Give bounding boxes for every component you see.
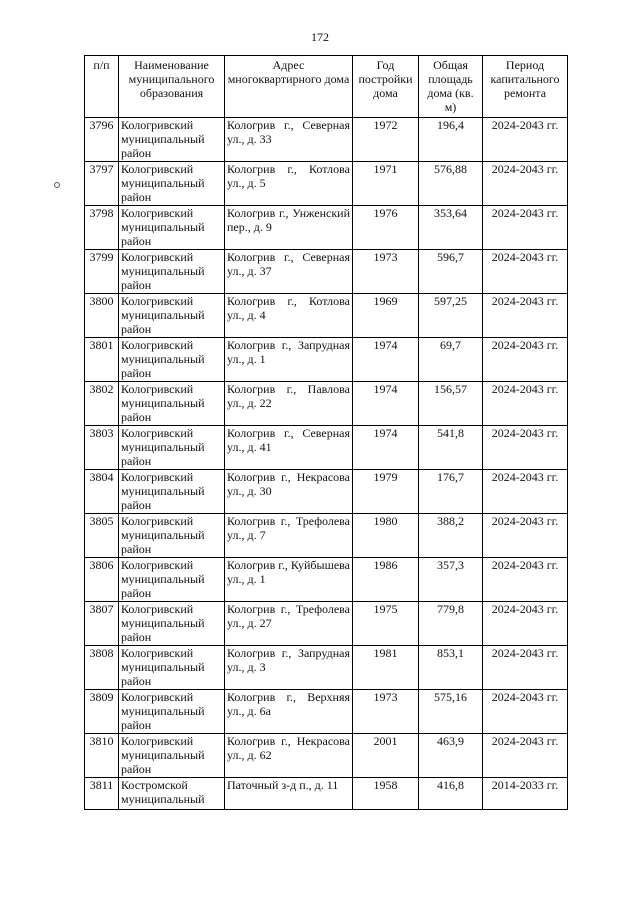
cell-num: 3804 xyxy=(85,470,119,514)
cell-period: 2014-2033 гг. xyxy=(483,778,568,810)
cell-area: 575,16 xyxy=(419,690,483,734)
header-area: Общая площадь дома (кв. м) xyxy=(419,56,483,118)
cell-period: 2024-2043 гг. xyxy=(483,558,568,602)
cell-period: 2024-2043 гг. xyxy=(483,690,568,734)
cell-address: Кологрив г., Северная ул., д. 37 xyxy=(225,250,353,294)
cell-address: Кологрив г., Трефолева ул., д. 27 xyxy=(225,602,353,646)
cell-municipality: Кологривский муниципальный район xyxy=(119,514,225,558)
cell-year: 1969 xyxy=(353,294,419,338)
cell-area: 596,7 xyxy=(419,250,483,294)
cell-municipality: Кологривский муниципальный район xyxy=(119,338,225,382)
cell-address: Кологрив г., Некрасова ул., д. 62 xyxy=(225,734,353,778)
cell-year: 1986 xyxy=(353,558,419,602)
cell-period: 2024-2043 гг. xyxy=(483,470,568,514)
table-row xyxy=(85,602,568,646)
table-row xyxy=(85,294,568,338)
cell-year: 1973 xyxy=(353,250,419,294)
cell-period: 2024-2043 гг. xyxy=(483,118,568,162)
cell-address: Кологрив г., Верхняя ул., д. 6а xyxy=(225,690,353,734)
cell-period: 2024-2043 гг. xyxy=(483,734,568,778)
table-row xyxy=(85,426,568,470)
cell-num: 3800 xyxy=(85,294,119,338)
cell-num: 3798 xyxy=(85,206,119,250)
table-row xyxy=(85,646,568,690)
cell-area: 156,57 xyxy=(419,382,483,426)
cell-address: Кологрив г., Котлова ул., д. 5 xyxy=(225,162,353,206)
cell-year: 1975 xyxy=(353,602,419,646)
cell-area: 69,7 xyxy=(419,338,483,382)
cell-year: 1972 xyxy=(353,118,419,162)
table-body xyxy=(85,118,568,810)
cell-period: 2024-2043 гг. xyxy=(483,206,568,250)
cell-year: 1973 xyxy=(353,690,419,734)
cell-area: 576,88 xyxy=(419,162,483,206)
cell-municipality: Костромской муниципальный xyxy=(119,778,225,810)
cell-municipality: Кологривский муниципальный район xyxy=(119,426,225,470)
cell-year: 1971 xyxy=(353,162,419,206)
cell-year: 2001 xyxy=(353,734,419,778)
cell-area: 176,7 xyxy=(419,470,483,514)
cell-address: Кологрив г., Павлова ул., д. 22 xyxy=(225,382,353,426)
cell-year: 1958 xyxy=(353,778,419,810)
cell-num: 3809 xyxy=(85,690,119,734)
cell-num: 3806 xyxy=(85,558,119,602)
cell-address: Кологрив г., Куйбышева ул., д. 1 xyxy=(225,558,353,602)
cell-period: 2024-2043 гг. xyxy=(483,602,568,646)
cell-area: 597,25 xyxy=(419,294,483,338)
margin-mark xyxy=(54,182,60,188)
housing-table xyxy=(84,55,568,810)
cell-num: 3807 xyxy=(85,602,119,646)
cell-municipality: Кологривский муниципальный район xyxy=(119,294,225,338)
cell-num: 3801 xyxy=(85,338,119,382)
table-row xyxy=(85,690,568,734)
header-num: п/п xyxy=(85,56,119,118)
table-row xyxy=(85,206,568,250)
cell-area: 463,9 xyxy=(419,734,483,778)
page-number: 172 xyxy=(311,30,329,44)
table-row xyxy=(85,778,568,810)
cell-address: Кологрив г., Трефолева ул., д. 7 xyxy=(225,514,353,558)
cell-period: 2024-2043 гг. xyxy=(483,294,568,338)
cell-period: 2024-2043 гг. xyxy=(483,162,568,206)
cell-municipality: Кологривский муниципальный район xyxy=(119,382,225,426)
cell-year: 1974 xyxy=(353,338,419,382)
table-row xyxy=(85,734,568,778)
cell-address: Кологрив г., Северная ул., д. 33 xyxy=(225,118,353,162)
cell-year: 1980 xyxy=(353,514,419,558)
cell-period: 2024-2043 гг. xyxy=(483,514,568,558)
cell-num: 3802 xyxy=(85,382,119,426)
cell-municipality: Кологривский муниципальный район xyxy=(119,470,225,514)
cell-year: 1974 xyxy=(353,426,419,470)
cell-period: 2024-2043 гг. xyxy=(483,338,568,382)
cell-num: 3796 xyxy=(85,118,119,162)
cell-year: 1976 xyxy=(353,206,419,250)
cell-municipality: Кологривский муниципальный район xyxy=(119,602,225,646)
cell-area: 541,8 xyxy=(419,426,483,470)
cell-address: Кологрив г., Котлова ул., д. 4 xyxy=(225,294,353,338)
cell-year: 1974 xyxy=(353,382,419,426)
cell-address: Кологрив г., Унженский пер., д. 9 xyxy=(225,206,353,250)
cell-municipality: Кологривский муниципальный район xyxy=(119,118,225,162)
cell-num: 3805 xyxy=(85,514,119,558)
table-row xyxy=(85,162,568,206)
cell-address: Кологрив г., Некрасова ул., д. 30 xyxy=(225,470,353,514)
cell-period: 2024-2043 гг. xyxy=(483,646,568,690)
table-row xyxy=(85,558,568,602)
cell-num: 3811 xyxy=(85,778,119,810)
cell-area: 416,8 xyxy=(419,778,483,810)
header-address: Адрес многоквартирного дома xyxy=(225,56,353,118)
cell-period: 2024-2043 гг. xyxy=(483,250,568,294)
header-municipality: Наименование муниципального образования xyxy=(119,56,225,118)
cell-area: 388,2 xyxy=(419,514,483,558)
table-row xyxy=(85,250,568,294)
cell-num: 3810 xyxy=(85,734,119,778)
cell-municipality: Кологривский муниципальный район xyxy=(119,206,225,250)
cell-area: 357,3 xyxy=(419,558,483,602)
cell-area: 853,1 xyxy=(419,646,483,690)
table-row xyxy=(85,514,568,558)
cell-num: 3803 xyxy=(85,426,119,470)
cell-address: Кологрив г., Северная ул., д. 41 xyxy=(225,426,353,470)
cell-area: 779,8 xyxy=(419,602,483,646)
table-row xyxy=(85,470,568,514)
cell-municipality: Кологривский муниципальный район xyxy=(119,250,225,294)
cell-municipality: Кологривский муниципальный район xyxy=(119,734,225,778)
cell-num: 3797 xyxy=(85,162,119,206)
cell-area: 353,64 xyxy=(419,206,483,250)
cell-period: 2024-2043 гг. xyxy=(483,426,568,470)
cell-year: 1981 xyxy=(353,646,419,690)
cell-area: 196,4 xyxy=(419,118,483,162)
table-header-row xyxy=(85,56,568,118)
cell-address: Кологрив г., Запрудная ул., д. 1 xyxy=(225,338,353,382)
cell-address: Паточный з-д п., д. 11 xyxy=(225,778,353,810)
table-row xyxy=(85,118,568,162)
cell-address: Кологрив г., Запрудная ул., д. 3 xyxy=(225,646,353,690)
cell-period: 2024-2043 гг. xyxy=(483,382,568,426)
cell-num: 3808 xyxy=(85,646,119,690)
cell-municipality: Кологривский муниципальный район xyxy=(119,690,225,734)
table-row xyxy=(85,382,568,426)
cell-year: 1979 xyxy=(353,470,419,514)
cell-municipality: Кологривский муниципальный район xyxy=(119,646,225,690)
header-period: Период капитального ремонта xyxy=(483,56,568,118)
cell-municipality: Кологривский муниципальный район xyxy=(119,162,225,206)
cell-municipality: Кологривский муниципальный район xyxy=(119,558,225,602)
table-row xyxy=(85,338,568,382)
cell-num: 3799 xyxy=(85,250,119,294)
header-year: Год постройки дома xyxy=(353,56,419,118)
